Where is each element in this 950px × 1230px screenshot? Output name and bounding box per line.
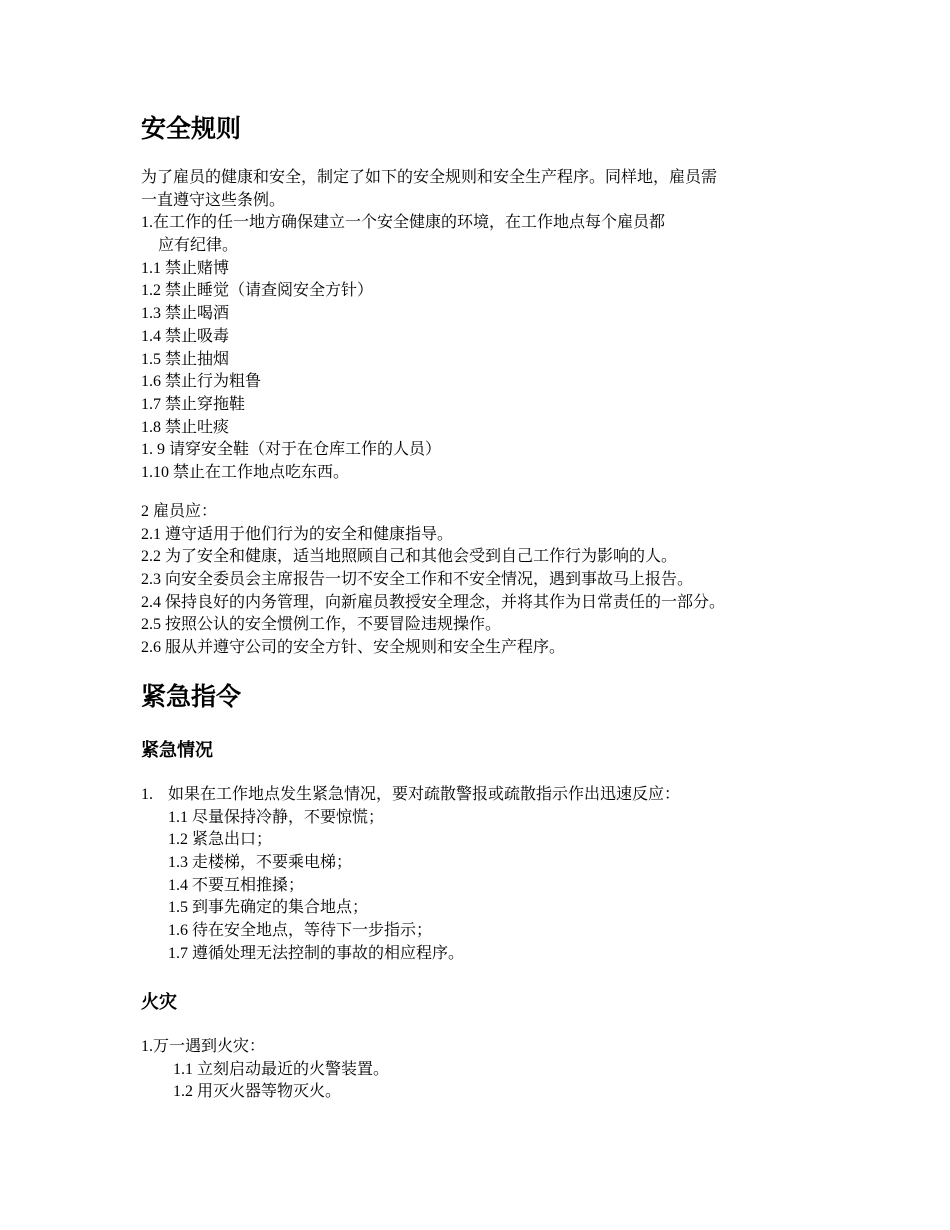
emergency-heading: 紧急指令 [141,682,242,711]
rule2-item: 2.1 遵守适用于他们行为的安全和健康指导。 [141,525,454,543]
rule1-item: 1. 9 请穿安全鞋（对于在仓库工作的人员） [141,441,442,459]
emergency-situation-section [141,784,831,966]
situation-item: 1.7 遵循处理无法控制的事故的相应程序。 [168,944,465,962]
situation-lead [141,784,831,807]
situation-number: 1. [141,786,153,803]
rule1-item: 1.6 禁止行为粗鲁 [141,373,262,391]
rule1-item: 1.1 禁止赌博 [141,259,230,277]
safety-rules-heading: 安全规则 [141,114,242,143]
fire-heading: 火灾 [141,992,177,1013]
intro-line-1: 为了雇员的健康和安全，制定了如下的安全规则和安全生产程序。同样地，雇员需 [141,169,718,186]
intro-line-2: 一直遵守这些条例。 [141,191,286,209]
situation-lead-text: 如果在工作地点发生紧急情况，要对疏散警报或疏散指示作出迅速反应： [168,786,681,803]
rule2-item: 2.5 按照公认的安全惯例工作，不要冒险违规操作。 [141,616,502,634]
situation-item: 1.3 走楼梯，不要乘电梯； [168,854,353,872]
rule2-item: 2.2 为了安全和健康，适当地照顾自己和其他会受到自己工作行为影响的人。 [141,548,678,566]
rule2-section [141,501,831,660]
situation-item: 1.4 不要互相推搡； [168,876,305,894]
situation-item: 1.6 待在安全地点，等待下一步指示； [168,922,433,940]
fire-lead: 1.万一遇到火灾： [141,1038,266,1055]
rule1-item: 1.10 禁止在工作地点吃东西。 [141,463,350,481]
rule1-item: 1.2 禁止睡觉（请查阅安全方针） [141,282,374,300]
rule1-line-2: 应有纪律。 [158,237,239,255]
fire-item: 1.1 立刻启动最近的火警装置。 [173,1060,390,1078]
rule2-item: 2.3 向安全委员会主席报告一切不安全工作和不安全情况，遇到事故马上报告。 [141,571,694,589]
rule1-line-1: 1.在工作的任一地方确保建立一个安全健康的环境，在工作地点每个雇员都 [141,214,666,232]
situation-item: 1.2 紧急出口； [168,831,273,849]
rule1-item: 1.7 禁止穿拖鞋 [141,395,246,413]
situation-item: 1.5 到事先确定的集合地点； [168,899,369,917]
safety-rules-section [141,167,831,485]
fire-section [141,1036,831,1104]
rule1-item: 1.4 禁止吸毒 [141,327,230,345]
emergency-situation-heading: 紧急情况 [141,740,213,761]
rule2-item: 2.4 保持良好的内务管理，向新雇员教授安全理念，并将其作为日常责任的一部分。 [141,593,726,611]
rule2-heading: 2 雇员应： [141,503,218,520]
rule2-item: 2.6 服从并遵守公司的安全方针、安全规则和安全生产程序。 [141,639,566,657]
rule1-item: 1.5 禁止抽烟 [141,350,230,368]
fire-item: 1.2 用灭火器等物灭火。 [173,1083,342,1101]
situation-item: 1.1 尽量保持冷静，不要惊慌； [168,808,385,826]
rule1-item: 1.8 禁止吐痰 [141,418,230,436]
rule1-item: 1.3 禁止喝酒 [141,305,230,323]
